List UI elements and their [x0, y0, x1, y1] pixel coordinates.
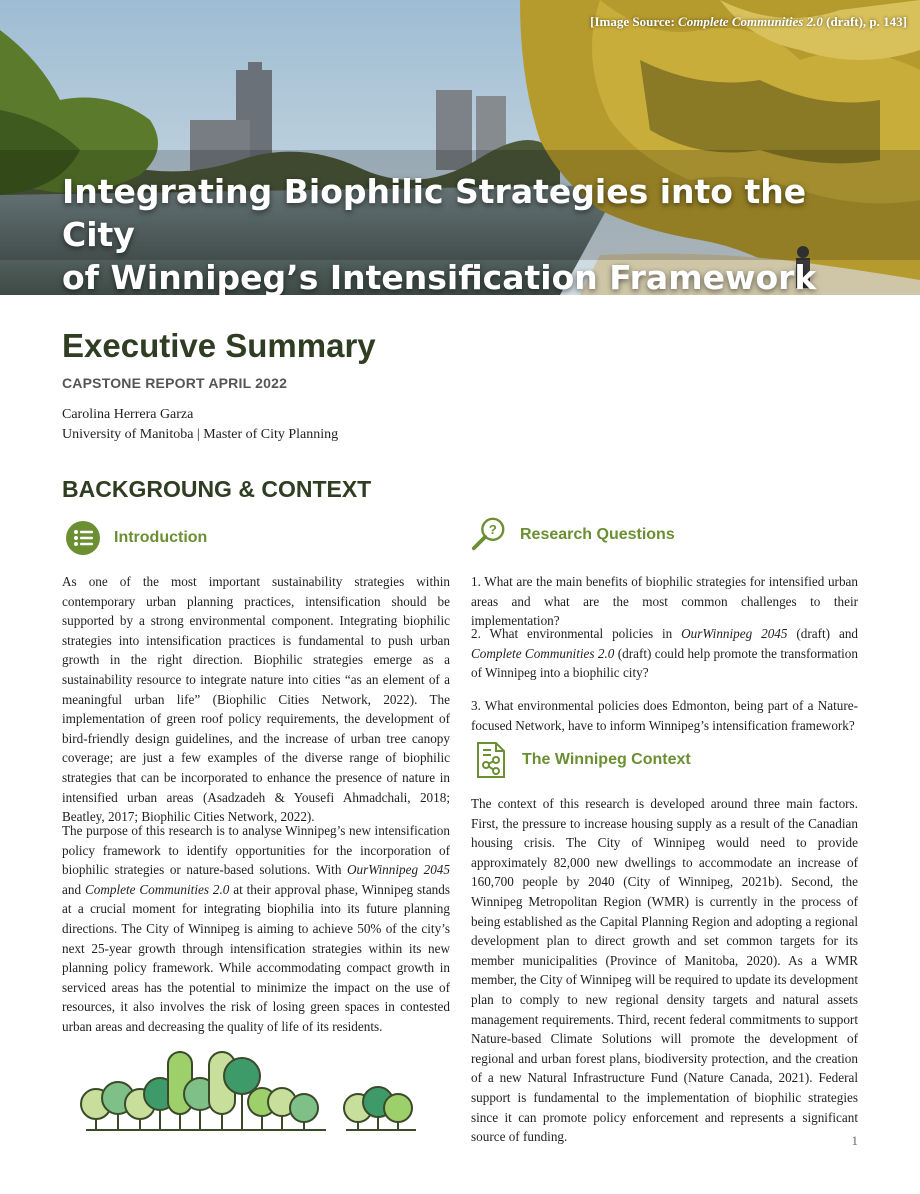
page-title: Executive Summary [62, 327, 376, 364]
introduction-label: Introduction [114, 529, 208, 546]
hero-title [62, 170, 882, 295]
section-heading: BACKGROUNG & CONTEXT [62, 476, 372, 502]
report-subtitle: CAPSTONE REPORT APRIL 2022 [62, 375, 288, 391]
research-questions-heading [470, 516, 675, 554]
magnifier-question-icon [470, 516, 508, 554]
page-number: 1 [851, 1133, 858, 1148]
image-source-credit: [Image Source: Complete Communities 2.0 (draft), p. 143] [590, 14, 907, 29]
hero-title-line-1: Integrating Biophilic Strategies into the City [62, 172, 807, 254]
winnipeg-context-heading [472, 741, 691, 779]
research-question-1: 1. What are the main benefits of biophilic strategies for intensified urban areas and what are the most common challenges to their implementation? [471, 574, 858, 629]
svg-text:?: ? [488, 522, 497, 538]
trees-illustration [76, 1046, 426, 1132]
winnipeg-context-paragraph: The context of this research is developed around three main factors. First, the pressure to increase housing supply as a result of the Canadian housing crisis. The City of Winnipeg would need to provide approximately 82,000 new dwellings to accommodate an increase of 160,700 people by 2040 (City of Winnipeg, 2021b). Second, the Winnipeg Metropolitan Region (WMR) is currently in the process of being established as the Capital Planning Region and adopting a regional development plan to direct growth and set common targets for its member municipalities (Province of Manitoba, 2020). As a WMR member, the City of Winnipeg will be required to update its development plan to comply to new regional density targets and natural assets management requirements. Third, recent federal commitments to support Nature-based Climate Solutions will promote the development of regional and urban forest plans, biodiversity protection, and the creation of a new Natural Infrastructure Fund (Nature Canada, 2021). Federal support is fundamental to the implementation of biophilic strategies since it can promote policy enforcement and represents a significant source of funding. [471, 796, 858, 1145]
introduction-paragraph-2: The purpose of this research is to analyse Winnipeg’s new intensification policy framework to identify opportunities for the incorporation of biophilic strategies or nature-based solutions. With OurWinnipeg 2045 and Complete Communities 2.0 at their approval phase, Winnipeg stands at a crucial moment for integrating biophilia into its future planning directions. The City of Winnipeg is aiming to achieve 50% of the city’s next 25-year growth through intensification strategies within its new planning policy framework. While accommodating compact growth in serviced areas has the potential to minimize the impact on the use of resources, it also involves the risk of losing green spaces in contested urban areas and decreasing the quality of life of its residents. [62, 823, 450, 1034]
research-question-3: 3. What environmental policies does Edmonton, being part of a Nature-focused Network, have to inform Winnipeg’s intensification framework? [471, 698, 858, 733]
author-name: Carolina Herrera Garza [62, 407, 194, 422]
hero-banner [0, 0, 920, 295]
winnipeg-context-label: The Winnipeg Context [522, 751, 691, 768]
research-question-2: 2. What environmental policies in OurWinnipeg 2045 (draft) and Complete Communities 2.0 (draft) could help promote the transformation of Winnipeg into a biophilic city? [471, 626, 859, 681]
author-block [62, 405, 338, 445]
hero-title-line-2: of Winnipeg’s Intensification Framework [62, 258, 817, 295]
introduction-paragraph-1: As one of the most important sustainability strategies within contemporary urban planning practices, intensification should be supported by a strong environmental component. Integrating biophilic strategies into intensification practices is fundamental to push urban growth in the right direction. Biophilic strategies emerge as a sustainability resource to integrate nature into cities “as an element of a meaningful urban life” (Biophilic Cities Network, 2022). The implementation of green roof policy requirements, the development of bird-friendly design guidelines, and the increase of urban tree canopy coverage; are just a few examples of the diverse range of biophilic strategies that can be incorporated to enhance the presence of nature in intensified urban areas (Asadzadeh & Yousefi Ahmadchali, 2018; Beatley, 2017; Biophilic Cities Network, 2022). [62, 574, 450, 825]
research-questions-label: Research Questions [520, 526, 675, 543]
list-icon [64, 519, 102, 557]
author-affiliation: University of Manitoba | Master of City Planning [62, 427, 339, 442]
introduction-heading [64, 519, 207, 557]
document-network-icon [472, 741, 510, 779]
